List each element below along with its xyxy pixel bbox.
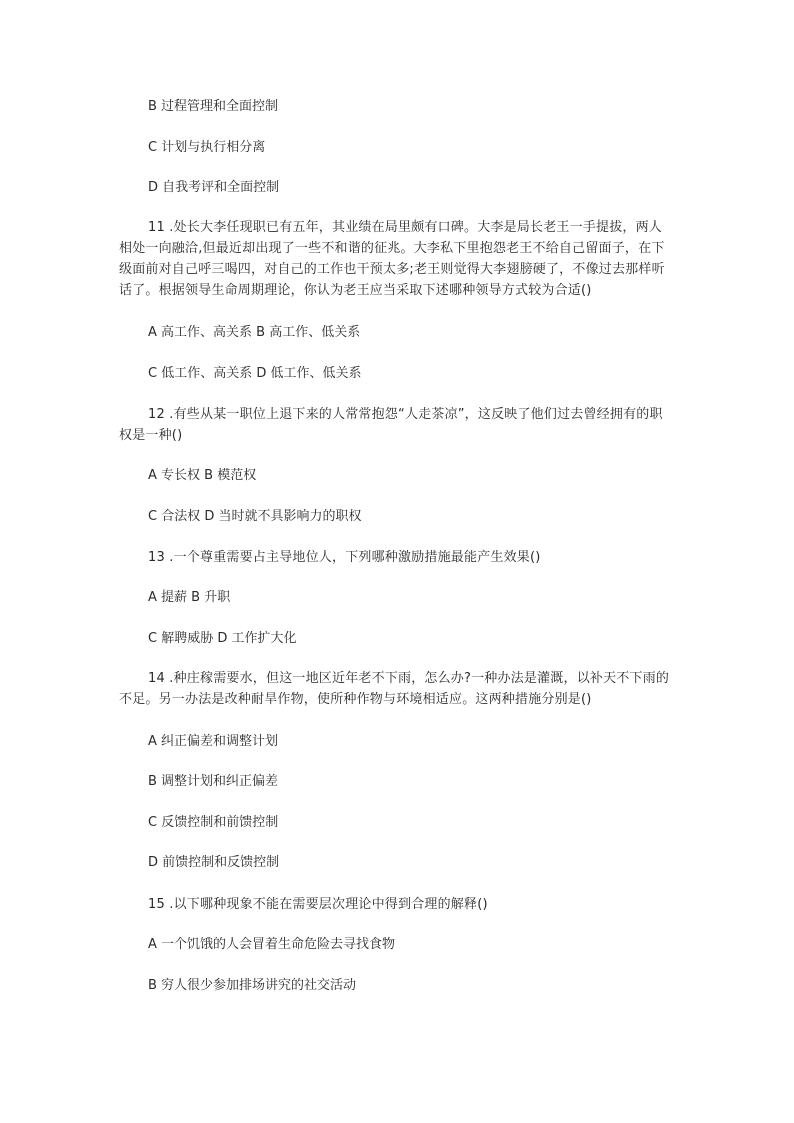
question-12-options-cd: C 合法权 D 当时就不具影响力的职权 [148,509,362,524]
option-d-self-evaluation: D 自我考评和全面控制 [148,180,280,195]
option-c-plan-execution-separation: C 计划与执行相分离 [148,140,266,155]
question-14-option-a: A 纠正偏差和调整计划 [148,734,279,749]
question-13: 13 .一个尊重需要占主导地位人，下列哪种激励措施最能产生效果() [148,550,541,565]
question-13-options-ab: A 提薪 B 升职 [148,590,231,605]
question-11-options-cd: C 低工作、高关系 D 低工作、低关系 [148,366,362,381]
question-15: 15 .以下哪种现象不能在需要层次理论中得到合理的解释() [148,897,488,912]
question-11: 11 .处长大李任现职已有五年，其业绩在局里颇有口碑。大李是局长老王一手提拔，两人相处一向融洽,但最近却出现了一些不和谐的征兆。大李私下里抱怨老王不给自己留面子，在下级面前对自己呼三喝四，对自己的工作也干预太多;老王则觉得大李翅膀硬了，不像过去那样听话了。根据领导生命周期理论，你认为老王应当采取下述哪种领导方式较为合适() [119,220,665,298]
option-b-process-management: B 过程管理和全面控制 [148,99,279,114]
question-14: 14 .种庄稼需要水，但这一地区近年老不下雨，怎么办?一种办法是灌溉，以补天不下雨的不足。另一办法是改种耐旱作物，使所种作物与环境相适应。这两种措施分别是() [119,671,670,707]
question-12-options-ab: A 专长权 B 模范权 [148,468,257,483]
question-14-option-c: C 反馈控制和前馈控制 [148,815,279,830]
question-14-option-b: B 调整计划和纠正偏差 [148,774,279,789]
question-14-option-d: D 前馈控制和反馈控制 [148,855,280,870]
question-11-options-ab: A 高工作、高关系 B 高工作、低关系 [148,325,361,340]
question-13-options-cd: C 解聘威胁 D 工作扩大化 [148,631,297,646]
question-12: 12 .有些从某一职位上退下来的人常常抱怨“人走茶凉”，这反映了他们过去曾经拥有的职权是一种() [119,407,663,443]
question-15-option-a: A 一个饥饿的人会冒着生命危险去寻找食物 [148,937,396,952]
question-15-option-b: B 穷人很少参加排场讲究的社交活动 [148,978,357,993]
